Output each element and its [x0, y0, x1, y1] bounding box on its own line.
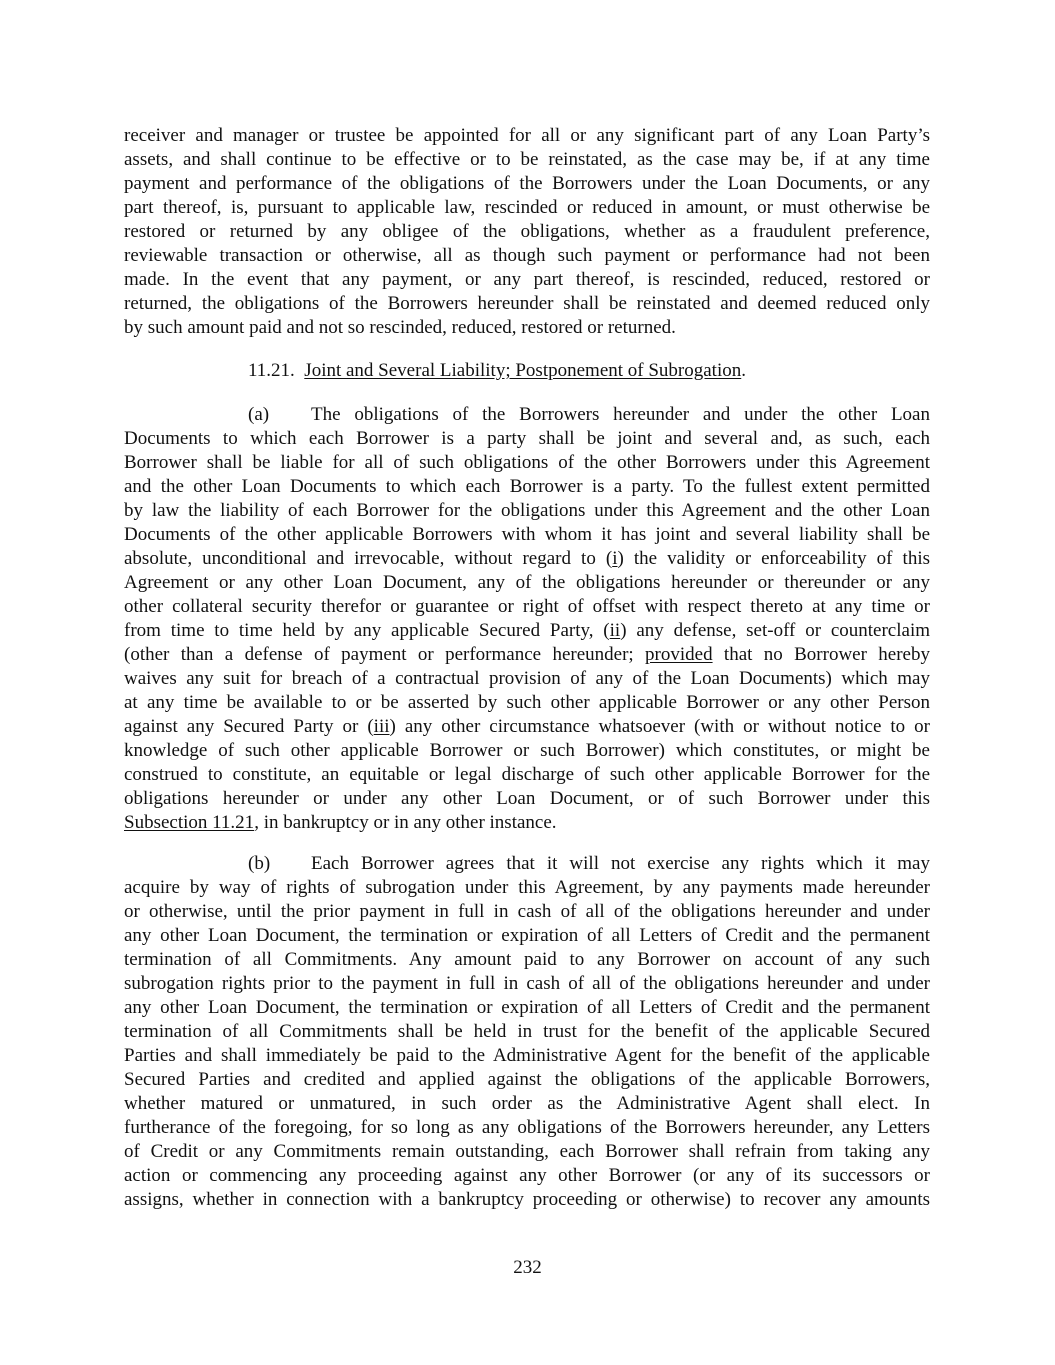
text-segment: restored or returned by any obligee of the obligations, whether as a fraudulent preference,	[124, 221, 930, 242]
text-segment: whether matured or unmatured, in such order as the Administrative Agent shall elect. In	[124, 1093, 930, 1114]
text-line	[124, 996, 930, 1020]
text-line	[124, 523, 930, 547]
subparagraph-b	[124, 852, 930, 1212]
text-line	[124, 619, 930, 643]
text-line	[124, 124, 930, 148]
text-segment: part thereof, is, pursuant to applicable law, rescinded or reduced in amount, or must otherwise be	[124, 197, 930, 218]
subparagraph-a	[124, 403, 930, 835]
text-segment: ) the validity or enforceability of this	[617, 548, 930, 569]
text-segment: construed to constitute, an equitable or legal discharge of such other applicable Borrower for the	[124, 764, 930, 785]
text-segment: Secured Parties and credited and applied against the obligations of the applicable Borrowers,	[124, 1069, 930, 1090]
underlined-term: provided	[645, 644, 713, 665]
text-segment: by law the liability of each Borrower for the obligations under this Agreement and the other Loan	[124, 500, 930, 521]
text-segment: waives any suit for breach of a contractual provision of any of the Loan Documents) which may	[124, 668, 930, 689]
text-segment: assets, and shall continue to be effective or to be reinstated, as the case may be, if at any time	[124, 149, 930, 170]
text-line	[124, 1020, 930, 1044]
text-segment: receiver and manager or trustee be appointed for all or any significant part of any Loan Party’s	[124, 125, 930, 146]
text-segment: any other Loan Document, the termination or expiration of all Letters of Credit and the permanent	[124, 925, 930, 946]
text-segment: Agreement or any other Loan Document, any of the obligations hereunder or thereunder or any	[124, 572, 930, 593]
text-segment: made. In the event that any payment, or any part thereof, is rescinded, reduced, restored or	[124, 269, 930, 290]
text-line	[124, 244, 930, 268]
text-line	[124, 972, 930, 996]
text-line	[124, 148, 930, 172]
text-segment: at any time be available to or be asserted by such other applicable Borrower or any other Person	[124, 692, 930, 713]
text-segment: (other than a defense of payment or performance hereunder;	[124, 644, 646, 665]
text-segment: Each Borrower agrees that it will not exercise any rights which it may	[311, 853, 930, 874]
text-segment: knowledge of such other applicable Borrower or such Borrower) which constitutes, or might be	[124, 740, 930, 761]
text-line	[124, 787, 930, 811]
text-line	[124, 547, 930, 571]
underlined-term: iii	[373, 716, 390, 737]
text-line	[124, 268, 930, 292]
text-line	[124, 1092, 930, 1116]
text-line	[124, 1140, 930, 1164]
text-line	[124, 900, 930, 924]
text-segment: furtherance of the foregoing, for so long as any obligations of the Borrowers hereunder, any Letters	[124, 1117, 930, 1138]
text-line	[124, 595, 930, 619]
document-body	[124, 124, 930, 1212]
text-line	[124, 196, 930, 220]
text-line	[124, 763, 930, 787]
text-segment: against any Secured Party or (	[124, 716, 374, 737]
text-line	[124, 739, 930, 763]
underlined-term: i	[612, 548, 618, 569]
text-line	[124, 1188, 930, 1212]
text-line	[124, 643, 930, 667]
underlined-term: ii	[609, 620, 621, 641]
text-segment: Documents of the other applicable Borrowers with whom it has joint and several liability shall be	[124, 524, 930, 545]
text-segment: from time to time held by any applicable Secured Party, (	[124, 620, 610, 641]
text-line	[124, 220, 930, 244]
text-line	[124, 1116, 930, 1140]
text-segment: reviewable transaction or otherwise, all as though such payment or performance had not been	[124, 245, 930, 266]
text-segment: any other Loan Document, the termination or expiration of all Letters of Credit and the permanent	[124, 997, 930, 1018]
text-segment: Parties and shall immediately be paid to the Administrative Agent for the benefit of the applicable	[124, 1045, 930, 1066]
section-title-period: .	[741, 360, 746, 381]
section-title: Joint and Several Liability; Postponement of Subrogation	[304, 360, 742, 381]
section-number: 11.21.	[248, 360, 295, 381]
text-line	[124, 715, 930, 739]
text-line	[124, 1164, 930, 1188]
subparagraph-label: (a)	[248, 404, 270, 425]
text-line	[124, 691, 930, 715]
text-line	[124, 172, 930, 196]
text-line	[124, 475, 930, 499]
text-segment: of Credit or any Commitments remain outstanding, each Borrower shall refrain from taking any	[124, 1141, 930, 1162]
text-segment: and the other Loan Documents to which each Borrower is a party. To the fullest extent permitted	[124, 476, 930, 497]
text-segment: , in bankruptcy or in any other instance.	[254, 812, 557, 833]
text-segment: obligations hereunder or under any other Loan Document, or of such Borrower under this	[124, 788, 930, 809]
text-line	[124, 427, 930, 451]
text-segment: absolute, unconditional and irrevocable, without regard to (	[124, 548, 613, 569]
text-segment: Documents to which each Borrower is a party shall be joint and several and, as such, each	[124, 428, 930, 449]
section-heading	[124, 359, 930, 383]
text-segment: payment and performance of the obligations of the Borrowers under the Loan Documents, or any	[124, 173, 930, 194]
text-line	[124, 1068, 930, 1092]
paragraph-continuation	[124, 124, 930, 340]
text-line	[124, 924, 930, 948]
text-segment: by such amount paid and not so rescinded, reduced, restored or returned.	[124, 317, 676, 338]
text-segment: ) any defense, set-off or counterclaim	[620, 620, 930, 641]
text-segment: action or commencing any proceeding against any other Borrower (or any of its successors or	[124, 1165, 930, 1186]
text-segment: other collateral security therefor or guarantee or right of offset with respect thereto at any time or	[124, 596, 930, 617]
text-segment: that no Borrower hereby	[712, 644, 930, 665]
text-line	[124, 1044, 930, 1068]
text-line	[124, 499, 930, 523]
text-segment: Borrower shall be liable for all of such obligations of the other Borrowers under this Agreement	[124, 452, 930, 473]
text-segment: termination of all Commitments shall be held in trust for the benefit of the applicable Secured	[124, 1021, 930, 1042]
text-segment: acquire by way of rights of subrogation under this Agreement, by any payments made hereunder	[124, 877, 930, 898]
text-line	[124, 316, 930, 340]
subparagraph-label: (b)	[248, 853, 271, 874]
text-segment: ) any other circumstance whatsoever (with or without notice to or	[389, 716, 930, 737]
text-line	[124, 292, 930, 316]
text-line	[124, 876, 930, 900]
text-line	[124, 667, 930, 691]
text-line	[124, 571, 930, 595]
text-segment: The obligations of the Borrowers hereunder and under the other Loan	[311, 404, 930, 425]
text-line	[124, 403, 930, 427]
text-segment: subrogation rights prior to the payment in full in cash of all of the obligations hereunder and under	[124, 973, 930, 994]
text-line	[124, 948, 930, 972]
text-segment: returned, the obligations of the Borrowers hereunder shall be reinstated and deemed reduced only	[124, 293, 930, 314]
page-number: 232	[513, 1257, 542, 1278]
text-segment: or otherwise, until the prior payment in full in cash of all of the obligations hereunder and under	[124, 901, 930, 922]
text-segment: assigns, whether in connection with a bankruptcy proceeding or otherwise) to recover any amounts	[124, 1189, 930, 1210]
text-line	[124, 811, 930, 835]
text-line	[124, 852, 930, 876]
underlined-term: Subsection 11.21	[124, 812, 255, 833]
text-segment: termination of all Commitments. Any amount paid to any Borrower on account of any such	[124, 949, 930, 970]
text-line	[124, 451, 930, 475]
